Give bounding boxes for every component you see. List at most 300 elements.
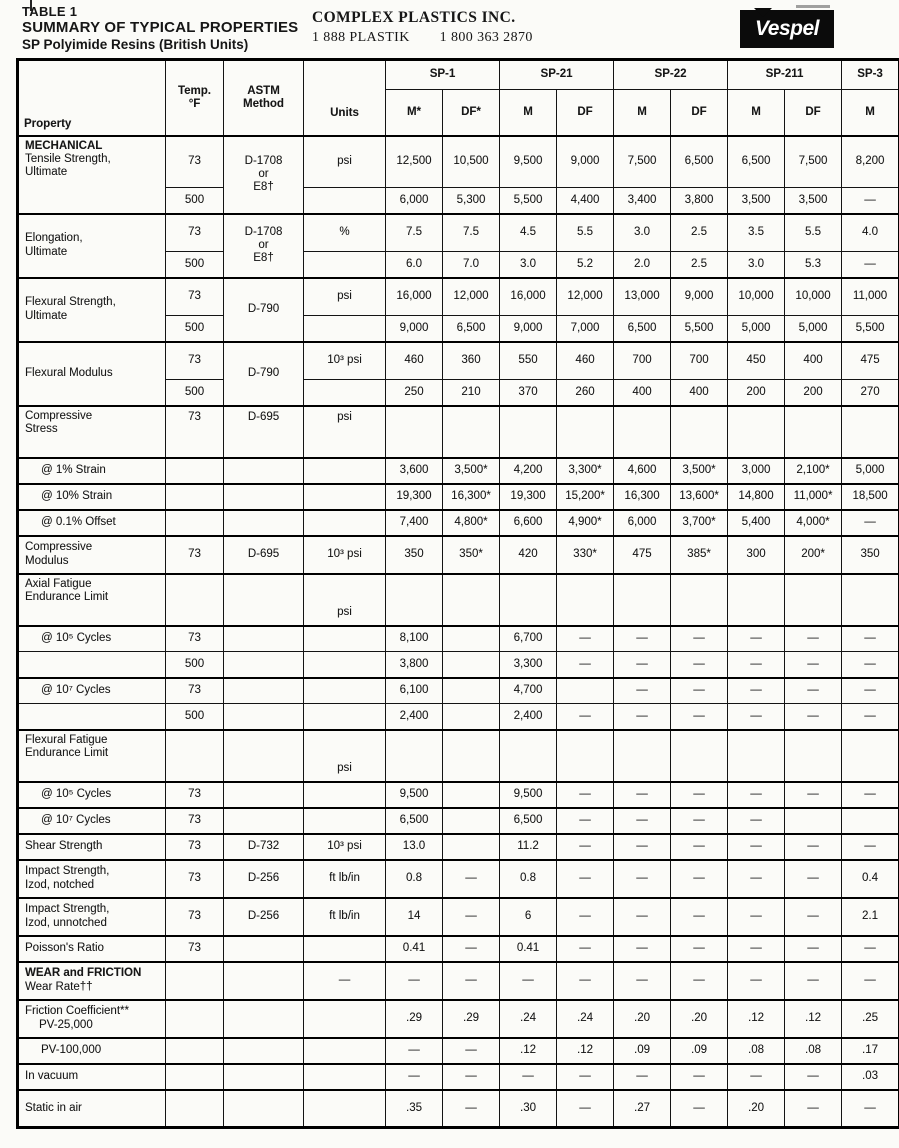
astm-cell: [224, 936, 304, 962]
company-phones: [312, 29, 533, 48]
value-cell: 5.2: [557, 252, 614, 278]
temp-cell: 73: [166, 898, 224, 936]
units-cell: psi: [304, 730, 386, 782]
value-cell: 8,100: [386, 626, 443, 652]
value-cell: —: [671, 962, 728, 1000]
value-cell: 3.0: [500, 252, 557, 278]
value-cell: 4,900*: [557, 510, 614, 536]
table-row: [18, 458, 899, 484]
value-cell: 6,500: [443, 316, 500, 342]
value-cell: 330*: [557, 536, 614, 574]
value-cell: —: [443, 936, 500, 962]
value-cell: —: [557, 834, 614, 860]
units-cell: [304, 1000, 386, 1038]
value-cell: 200: [785, 380, 842, 406]
value-cell: 16,300*: [443, 484, 500, 510]
value-cell: 5,500: [500, 188, 557, 214]
property-cell: @ 1% Strain: [18, 458, 166, 484]
value-cell: —: [557, 808, 614, 834]
value-cell: —: [728, 808, 785, 834]
units-cell: [304, 936, 386, 962]
value-cell: —: [671, 808, 728, 834]
value-cell: 250: [386, 380, 443, 406]
property-cell: @ 10% Strain: [18, 484, 166, 510]
units-cell: [304, 1038, 386, 1064]
value-cell: —: [785, 860, 842, 898]
value-cell: —: [671, 782, 728, 808]
company-block: [312, 8, 533, 48]
value-cell: 7,000: [557, 316, 614, 342]
value-cell: [500, 406, 557, 458]
value-cell: [443, 808, 500, 834]
value-cell: —: [557, 898, 614, 936]
subcol-header: M: [842, 90, 899, 136]
value-cell: —: [557, 936, 614, 962]
value-cell: 7,500: [785, 136, 842, 188]
value-cell: [614, 574, 671, 626]
value-cell: —: [842, 704, 899, 730]
value-cell: —: [443, 1064, 500, 1090]
logo-wordmark: Vespel: [755, 17, 819, 40]
temp-cell: [166, 574, 224, 626]
astm-cell: [224, 574, 304, 626]
value-cell: 7,400: [386, 510, 443, 536]
units-cell: [304, 316, 386, 342]
value-cell: 16,000: [500, 278, 557, 316]
units-cell: psi: [304, 278, 386, 316]
value-cell: 12,000: [557, 278, 614, 316]
table-row: [18, 1064, 899, 1090]
phone-number-2: 1 800 363 2870: [439, 29, 533, 45]
astm-cell: [224, 1090, 304, 1128]
table-row: [18, 652, 899, 678]
value-cell: 6,000: [386, 188, 443, 214]
property-cell: In vacuum: [18, 1064, 166, 1090]
temp-cell: 73: [166, 626, 224, 652]
value-cell: .20: [614, 1000, 671, 1038]
value-cell: 3,800: [671, 188, 728, 214]
value-cell: —: [671, 704, 728, 730]
value-cell: 3,800: [386, 652, 443, 678]
value-cell: [386, 730, 443, 782]
value-cell: —: [728, 704, 785, 730]
property-cell: Compressive Modulus: [18, 536, 166, 574]
value-cell: —: [614, 704, 671, 730]
temp-cell: [166, 1038, 224, 1064]
temp-cell: 73: [166, 860, 224, 898]
value-cell: —: [557, 1090, 614, 1128]
value-cell: 5,300: [443, 188, 500, 214]
temp-cell: 73: [166, 406, 224, 458]
col-group-sp-211: SP-211: [728, 60, 842, 90]
property-cell: @ 10⁷ Cycles: [18, 808, 166, 834]
value-cell: [443, 652, 500, 678]
property-cell: [18, 704, 166, 730]
astm-cell: [224, 1038, 304, 1064]
value-cell: .29: [443, 1000, 500, 1038]
table-row: [18, 574, 899, 626]
astm-cell: D-790: [224, 342, 304, 406]
units-cell: [304, 1090, 386, 1128]
value-cell: 3,000: [728, 458, 785, 484]
temp-cell: 73: [166, 214, 224, 252]
value-cell: 3,500: [785, 188, 842, 214]
properties-table-wrap: [16, 58, 899, 1129]
units-cell: [304, 652, 386, 678]
property-cell: Compressive Stress: [18, 406, 166, 458]
value-cell: 5,500: [842, 316, 899, 342]
units-cell: ft lb/in: [304, 898, 386, 936]
value-cell: —: [614, 962, 671, 1000]
value-cell: 6,500: [728, 136, 785, 188]
subcol-header: DF: [671, 90, 728, 136]
value-cell: 14,800: [728, 484, 785, 510]
property-cell: MECHANICAL Tensile Strength, Ultimate: [18, 136, 166, 214]
col-header-property: Property: [18, 60, 166, 136]
units-cell: psi: [304, 136, 386, 188]
value-cell: 460: [557, 342, 614, 380]
value-cell: —: [785, 704, 842, 730]
value-cell: .12: [728, 1000, 785, 1038]
value-cell: 4,000*: [785, 510, 842, 536]
value-cell: —: [386, 962, 443, 1000]
value-cell: 5.3: [785, 252, 842, 278]
value-cell: —: [728, 936, 785, 962]
astm-cell: [224, 1000, 304, 1038]
value-cell: 5,400: [728, 510, 785, 536]
value-cell: —: [785, 1090, 842, 1128]
col-header-temp: Temp. °F: [166, 60, 224, 136]
units-cell: [304, 380, 386, 406]
value-cell: 260: [557, 380, 614, 406]
value-cell: 2.0: [614, 252, 671, 278]
value-cell: 3,700*: [671, 510, 728, 536]
value-cell: [443, 782, 500, 808]
astm-cell: D-1708 or E8†: [224, 214, 304, 278]
value-cell: .24: [500, 1000, 557, 1038]
astm-cell: D-256: [224, 898, 304, 936]
property-cell: Axial Fatigue Endurance Limit: [18, 574, 166, 626]
value-cell: [557, 730, 614, 782]
value-cell: 6.0: [386, 252, 443, 278]
value-cell: 360: [443, 342, 500, 380]
property-cell: Static in air: [18, 1090, 166, 1128]
value-cell: 9,500: [500, 782, 557, 808]
temp-cell: 500: [166, 188, 224, 214]
value-cell: 7.5: [386, 214, 443, 252]
units-cell: [304, 252, 386, 278]
value-cell: [842, 574, 899, 626]
page-subtitle: SP Polyimide Resins (British Units): [22, 37, 249, 53]
table-row: [18, 626, 899, 652]
value-cell: —: [728, 626, 785, 652]
value-cell: 19,300: [386, 484, 443, 510]
value-cell: 13.0: [386, 834, 443, 860]
temp-cell: 73: [166, 536, 224, 574]
value-cell: .27: [614, 1090, 671, 1128]
table-row: [18, 484, 899, 510]
property-cell: Flexural Strength, Ultimate: [18, 278, 166, 342]
value-cell: .29: [386, 1000, 443, 1038]
value-cell: —: [842, 626, 899, 652]
value-cell: 9,000: [557, 136, 614, 188]
value-cell: [785, 406, 842, 458]
value-cell: —: [842, 936, 899, 962]
property-cell: WEAR and FRICTION Wear Rate††: [18, 962, 166, 1000]
value-cell: 9,000: [671, 278, 728, 316]
subcol-header: DF: [785, 90, 842, 136]
value-cell: —: [671, 1064, 728, 1090]
value-cell: —: [785, 626, 842, 652]
units-cell: [304, 626, 386, 652]
table-row: [18, 136, 899, 188]
value-cell: 210: [443, 380, 500, 406]
value-cell: 6: [500, 898, 557, 936]
value-cell: .08: [728, 1038, 785, 1064]
value-cell: 350: [842, 536, 899, 574]
col-group-sp-21: SP-21: [500, 60, 614, 90]
property-cell: Poisson's Ratio: [18, 936, 166, 962]
value-cell: 11.2: [500, 834, 557, 860]
value-cell: 200: [728, 380, 785, 406]
value-cell: .09: [614, 1038, 671, 1064]
astm-cell: [224, 626, 304, 652]
value-cell: 12,500: [386, 136, 443, 188]
header-row-groups: [18, 60, 899, 90]
value-cell: 4,800*: [443, 510, 500, 536]
value-cell: [785, 574, 842, 626]
table-row: [18, 936, 899, 962]
temp-cell: 73: [166, 782, 224, 808]
value-cell: —: [386, 1064, 443, 1090]
property-cell: Shear Strength: [18, 834, 166, 860]
subcol-header: M: [614, 90, 671, 136]
col-header-units: Units: [304, 60, 386, 136]
value-cell: [557, 406, 614, 458]
value-cell: —: [557, 1064, 614, 1090]
value-cell: 15,200*: [557, 484, 614, 510]
value-cell: 350: [386, 536, 443, 574]
table-row: [18, 278, 899, 316]
value-cell: —: [842, 188, 899, 214]
phone-number-1: 1 888 PLASTIK: [312, 29, 410, 45]
value-cell: —: [671, 626, 728, 652]
value-cell: 0.41: [386, 936, 443, 962]
table-row: [18, 1090, 899, 1128]
value-cell: 385*: [671, 536, 728, 574]
astm-cell: D-695: [224, 406, 304, 458]
units-cell: 10³ psi: [304, 342, 386, 380]
value-cell: 14: [386, 898, 443, 936]
subcol-header: DF*: [443, 90, 500, 136]
units-cell: ft lb/in: [304, 860, 386, 898]
table-row: [18, 342, 899, 380]
property-cell: Impact Strength, Izod, notched: [18, 860, 166, 898]
value-cell: 460: [386, 342, 443, 380]
value-cell: [671, 574, 728, 626]
value-cell: —: [614, 860, 671, 898]
value-cell: —: [728, 1064, 785, 1090]
value-cell: —: [728, 962, 785, 1000]
value-cell: —: [842, 510, 899, 536]
value-cell: [785, 730, 842, 782]
value-cell: 400: [671, 380, 728, 406]
value-cell: 350*: [443, 536, 500, 574]
table-row: [18, 860, 899, 898]
astm-cell: [224, 1064, 304, 1090]
value-cell: 300: [728, 536, 785, 574]
value-cell: 2.1: [842, 898, 899, 936]
property-cell: PV-100,000: [18, 1038, 166, 1064]
company-name: COMPLEX PLASTICS INC.: [312, 9, 516, 26]
table-body: [18, 136, 899, 1128]
temp-cell: [166, 1000, 224, 1038]
value-cell: 5.5: [785, 214, 842, 252]
value-cell: 12,000: [443, 278, 500, 316]
units-cell: —: [304, 962, 386, 1000]
value-cell: .24: [557, 1000, 614, 1038]
units-cell: [304, 678, 386, 704]
units-cell: [304, 1064, 386, 1090]
value-cell: 200*: [785, 536, 842, 574]
value-cell: —: [671, 1090, 728, 1128]
value-cell: [785, 808, 842, 834]
value-cell: 550: [500, 342, 557, 380]
value-cell: —: [785, 652, 842, 678]
temp-cell: [166, 730, 224, 782]
subcol-header: M*: [386, 90, 443, 136]
temp-cell: 500: [166, 704, 224, 730]
logo-smallprint-mark: [796, 5, 830, 8]
value-cell: 400: [785, 342, 842, 380]
value-cell: 700: [614, 342, 671, 380]
value-cell: [671, 730, 728, 782]
value-cell: —: [557, 704, 614, 730]
value-cell: [842, 808, 899, 834]
value-cell: 475: [614, 536, 671, 574]
astm-cell: [224, 962, 304, 1000]
table-row: [18, 962, 899, 1000]
property-cell: @ 10⁷ Cycles: [18, 678, 166, 704]
value-cell: [614, 406, 671, 458]
value-cell: .12: [557, 1038, 614, 1064]
value-cell: 450: [728, 342, 785, 380]
value-cell: [842, 406, 899, 458]
value-cell: 9,500: [500, 136, 557, 188]
table-row: [18, 782, 899, 808]
value-cell: —: [614, 678, 671, 704]
value-cell: —: [671, 936, 728, 962]
value-cell: .17: [842, 1038, 899, 1064]
value-cell: —: [785, 1064, 842, 1090]
value-cell: 2.5: [671, 252, 728, 278]
value-cell: [614, 730, 671, 782]
value-cell: 11,000: [842, 278, 899, 316]
temp-cell: 73: [166, 342, 224, 380]
value-cell: —: [557, 626, 614, 652]
value-cell: 3,500: [728, 188, 785, 214]
value-cell: 3.5: [728, 214, 785, 252]
value-cell: 3,400: [614, 188, 671, 214]
astm-cell: D-732: [224, 834, 304, 860]
astm-cell: [224, 458, 304, 484]
value-cell: —: [785, 962, 842, 1000]
property-cell: Friction Coefficient** PV-25,000: [18, 1000, 166, 1038]
temp-cell: 73: [166, 936, 224, 962]
value-cell: [500, 574, 557, 626]
page-title: SUMMARY OF TYPICAL PROPERTIES: [22, 19, 299, 37]
property-cell: @ 0.1% Offset: [18, 510, 166, 536]
value-cell: 11,000*: [785, 484, 842, 510]
value-cell: 5,500: [671, 316, 728, 342]
value-cell: 3,300: [500, 652, 557, 678]
astm-cell: D-790: [224, 278, 304, 342]
value-cell: [386, 406, 443, 458]
value-cell: —: [728, 678, 785, 704]
value-cell: —: [785, 898, 842, 936]
astm-cell: D-1708 or E8†: [224, 136, 304, 214]
units-cell: [304, 188, 386, 214]
subcol-header: M: [500, 90, 557, 136]
table-row: [18, 704, 899, 730]
table-row: [18, 536, 899, 574]
logo-triangle-icon: [754, 8, 772, 17]
value-cell: 5,000: [842, 458, 899, 484]
value-cell: 8,200: [842, 136, 899, 188]
value-cell: 4,200: [500, 458, 557, 484]
table-row: [18, 808, 899, 834]
value-cell: —: [671, 860, 728, 898]
temp-cell: 500: [166, 252, 224, 278]
value-cell: 7,500: [614, 136, 671, 188]
property-cell: [18, 652, 166, 678]
value-cell: —: [842, 962, 899, 1000]
value-cell: 9,000: [386, 316, 443, 342]
astm-cell: [224, 484, 304, 510]
table-row: [18, 1038, 899, 1064]
property-cell: Flexural Modulus: [18, 342, 166, 406]
title-block: [22, 4, 298, 53]
temp-cell: [166, 1064, 224, 1090]
property-cell: @ 10⁵ Cycles: [18, 626, 166, 652]
value-cell: —: [614, 834, 671, 860]
units-cell: [304, 808, 386, 834]
temp-cell: [166, 1090, 224, 1128]
value-cell: —: [785, 936, 842, 962]
value-cell: .08: [785, 1038, 842, 1064]
value-cell: 2,400: [500, 704, 557, 730]
value-cell: —: [443, 860, 500, 898]
temp-cell: 500: [166, 652, 224, 678]
value-cell: 6,500: [671, 136, 728, 188]
value-cell: —: [842, 678, 899, 704]
value-cell: 5,000: [785, 316, 842, 342]
value-cell: —: [842, 252, 899, 278]
value-cell: [842, 730, 899, 782]
value-cell: 4,600: [614, 458, 671, 484]
temp-cell: [166, 962, 224, 1000]
value-cell: —: [443, 962, 500, 1000]
value-cell: 4,400: [557, 188, 614, 214]
value-cell: [557, 574, 614, 626]
value-cell: [728, 730, 785, 782]
value-cell: [728, 406, 785, 458]
value-cell: 3,500*: [443, 458, 500, 484]
property-cell: Impact Strength, Izod, unnotched: [18, 898, 166, 936]
value-cell: [443, 574, 500, 626]
value-cell: 370: [500, 380, 557, 406]
value-cell: —: [386, 1038, 443, 1064]
